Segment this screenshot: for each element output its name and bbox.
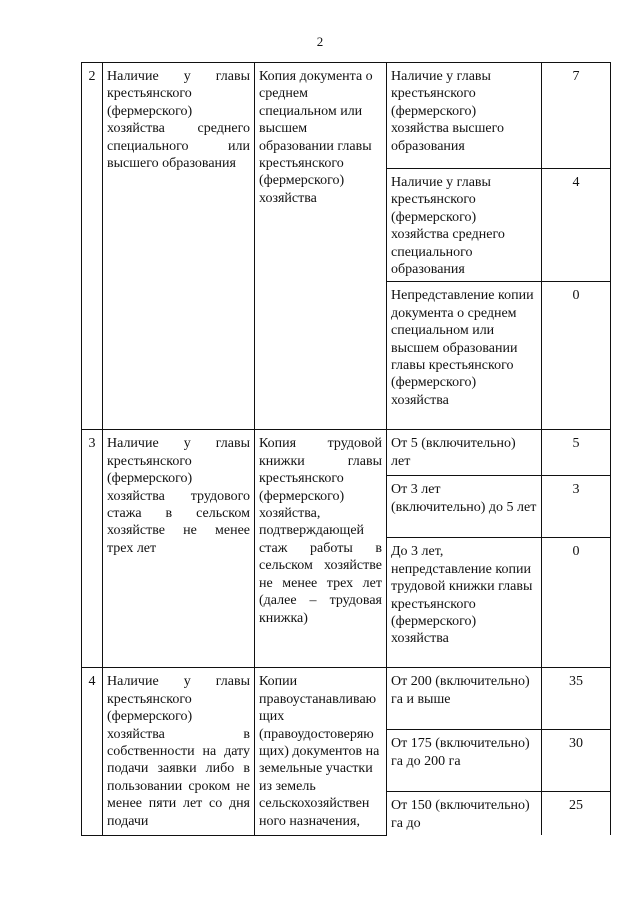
table-row [82, 63, 611, 169]
score-cell: 4 [542, 169, 611, 282]
criterion-cell: Наличие у главы крестьянского (фермерского) хозяйства трудового стажа в сельском хозяйстве не менее трех лет [103, 430, 255, 668]
option-cell: Непредставление копии документа о среднем специальном или высшем образовании главы крестьянского (фермерского) хозяйства [387, 282, 542, 430]
score-cell: 35 [542, 668, 611, 730]
score-cell: 25 [542, 792, 611, 835]
option-cell: От 3 лет (включительно) до 5 лет [387, 476, 542, 538]
page-number: 2 [316, 34, 324, 49]
criterion-cell: Наличие у главы крестьянского (фермерского) хозяйства в собственности на дату подачи заявки либо в пользовании сроком не менее пяти лет со дня подачи [103, 668, 255, 835]
row-number: 3 [82, 430, 103, 668]
score-cell: 3 [542, 476, 611, 538]
table-row [82, 430, 611, 476]
criterion-cell: Наличие у главы крестьянского (фермерского) хозяйства среднего специального или высшего образования [103, 63, 255, 430]
score-cell: 0 [542, 282, 611, 430]
document-cell: Копия трудовой книжки главы крестьянского (фермерского) хозяйства, подтверждающей стаж работы в сельском хозяйстве не менее трех лет (далее – трудовая книжка) [255, 430, 387, 668]
row-number: 4 [82, 668, 103, 835]
option-cell: Наличие у главы крестьянского (фермерского) хозяйства высшего образования [387, 63, 542, 169]
option-cell: Наличие у главы крестьянского (фермерского) хозяйства среднего специального образования [387, 169, 542, 282]
score-cell: 5 [542, 430, 611, 476]
option-cell: От 200 (включительно) га и выше [387, 668, 542, 730]
score-cell: 0 [542, 538, 611, 668]
document-cell: Копии правоустанавливаю щих (правоудостоверяю щих) документов на земельные участки из земель сельскохозяйствен ного назначения, [255, 668, 387, 835]
option-cell: От 150 (включительно) га до [387, 792, 542, 835]
criteria-table [81, 62, 611, 836]
row-number: 2 [82, 63, 103, 430]
score-cell: 7 [542, 63, 611, 169]
option-cell: От 175 (включительно) га до 200 га [387, 730, 542, 792]
score-cell: 30 [542, 730, 611, 792]
document-cell: Копия документа о среднем специальном или высшем образовании главы крестьянского (фермерского) хозяйства [255, 63, 387, 430]
option-cell: До 3 лет, непредставление копии трудовой книжки главы крестьянского (фермерского) хозяйства [387, 538, 542, 668]
option-cell: От 5 (включительно) лет [387, 430, 542, 476]
table-row [82, 668, 611, 730]
